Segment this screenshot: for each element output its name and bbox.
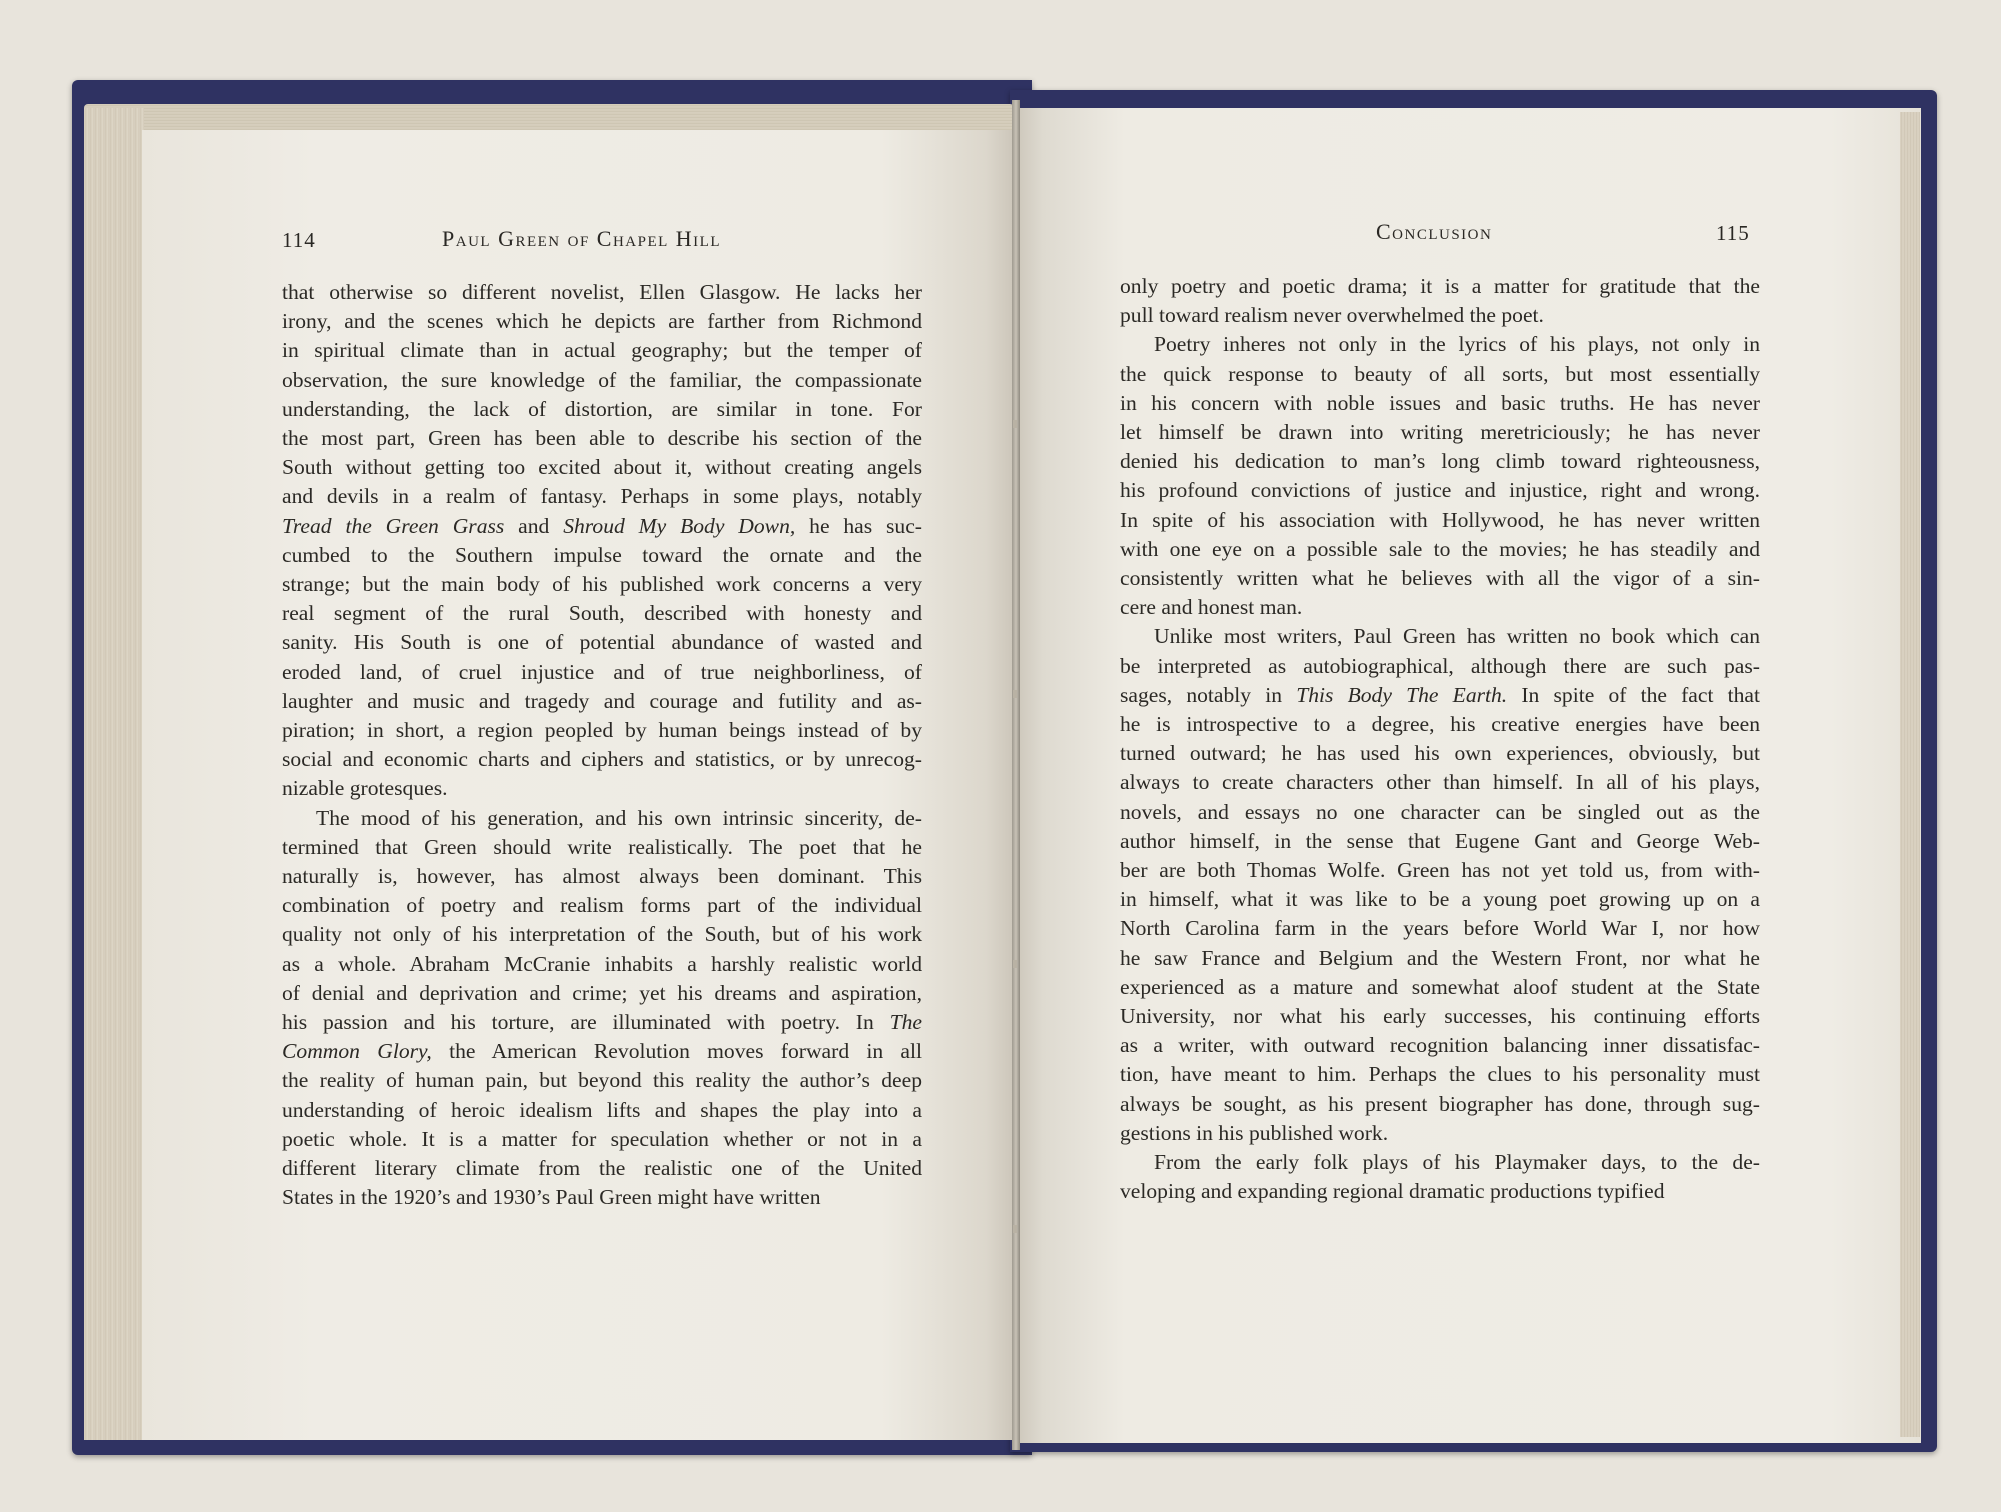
text-line: strange; but the main body of his published work concerns a very: [282, 572, 922, 597]
page-edges-right: [1900, 112, 1920, 1437]
text-line: as a whole. Abraham McCranie inhabits a harshly realistic world: [282, 951, 922, 976]
text-line: termined that Green should write realistically. The poet that he: [282, 834, 922, 859]
text-line: North Carolina farm in the years before World War I, nor how: [1120, 916, 1760, 941]
text-line: eroded land, of cruel injustice and of true neighborliness, of: [282, 659, 922, 684]
text-line: as a writer, with outward recognition balancing inner dissatisfac-: [1120, 1033, 1760, 1058]
text-line: piration; in short, a region peopled by human beings instead of by: [282, 718, 922, 743]
text-line: The mood of his generation, and his own intrinsic sincerity, de-: [316, 805, 922, 830]
page-edges-left: [84, 108, 144, 1440]
text-line: pull toward realism never overwhelmed the poet.: [1120, 303, 1544, 328]
text-line: poetic whole. It is a matter for speculation whether or not in a: [282, 1126, 922, 1151]
left-folio: 114: [282, 228, 316, 252]
text-line: gestions in his published work.: [1120, 1120, 1389, 1145]
text-line: naturally is, however, has almost always been dominant. This: [282, 864, 922, 889]
text-line: Poetry inheres not only in the lyrics of his plays, not only in: [1154, 332, 1760, 357]
text-line: Unlike most writers, Paul Green has written no book which can: [1154, 624, 1760, 649]
text-line: the reality of human pain, but beyond this reality the author’s deep: [282, 1068, 922, 1093]
binding-stitch: [1013, 690, 1017, 698]
text-line: South without getting too excited about it, without creating angels: [282, 455, 922, 480]
text-line: combination of poetry and realism forms part of the individual: [282, 893, 922, 918]
right-running-head: Conclusion: [1376, 219, 1493, 244]
text-line: University, nor what his early successes, his continuing efforts: [1120, 1004, 1760, 1029]
text-line: denied his dedication to man’s long climb toward righteousness,: [1120, 449, 1760, 474]
text-line: experienced as a mature and somewhat aloof student at the State: [1120, 974, 1760, 999]
text-line: tion, have meant to him. Perhaps the clues to his personality must: [1120, 1062, 1760, 1087]
text-line: he saw France and Belgium and the Western Front, nor what he: [1120, 945, 1760, 970]
text-line: be interpreted as autobiographical, although there are such pas-: [1120, 653, 1760, 678]
text-line: turned outward; he has used his own experiences, obviously, but: [1120, 741, 1760, 766]
text-line: cumbed to the Southern impulse toward the ornate and the: [282, 542, 922, 567]
binding-stitch: [1013, 1225, 1017, 1233]
left-page-body: [282, 278, 922, 1213]
text-line: States in the 1920’s and 1930’s Paul Green might have written: [282, 1185, 821, 1210]
text-line: in himself, what it was like to be a young poet growing up on a: [1120, 887, 1760, 912]
book-gutter: [1012, 100, 1020, 1450]
text-line: always to create characters other than himself. In all of his plays,: [1120, 770, 1760, 795]
binding-stitch: [1013, 420, 1017, 428]
text-line: in spiritual climate than in actual geography; but the temper of: [282, 338, 922, 363]
text-line: with one eye on a possible sale to the movies; he has steadily and: [1120, 536, 1760, 561]
right-page-body: [1120, 272, 1760, 1207]
text-line: in his concern with noble issues and basic truths. He has never: [1120, 390, 1760, 415]
right-folio: 115: [1716, 221, 1750, 245]
text-line: veloping and expanding regional dramatic productions typified: [1120, 1179, 1665, 1204]
left-running-head: Paul Green of Chapel Hill: [442, 226, 722, 251]
text-line: the quick response to beauty of all sorts, but most essentially: [1120, 361, 1760, 386]
text-line: understanding, the lack of distortion, are similar in tone. For: [282, 396, 922, 421]
text-line: author himself, in the sense that Eugene Gant and George Web-: [1120, 828, 1760, 853]
text-line: only poetry and poetic drama; it is a matter for gratitude that the: [1120, 274, 1760, 298]
text-line: sanity. His South is one of potential abundance of wasted and: [282, 630, 922, 655]
text-line: different literary climate from the realistic one of the United: [282, 1156, 922, 1181]
text-line: his passion and his torture, are illuminated with poetry. In The: [282, 1010, 922, 1035]
text-line: he is introspective to a degree, his creative energies have been: [1120, 712, 1760, 737]
text-line: his profound convictions of justice and injustice, right and wrong.: [1120, 478, 1760, 503]
text-line: understanding of heroic idealism lifts and shapes the play into a: [282, 1097, 922, 1122]
text-line: In spite of his association with Hollywood, he has never written: [1120, 507, 1760, 532]
text-line: ber are both Thomas Wolfe. Green has not yet told us, from with-: [1120, 858, 1760, 883]
text-line: and devils in a realm of fantasy. Perhaps in some plays, notably: [282, 484, 922, 509]
text-line: that otherwise so different novelist, Ellen Glasgow. He lacks her: [282, 280, 922, 304]
text-line: always be sought, as his present biographer has done, through sug-: [1120, 1091, 1760, 1116]
text-line: the most part, Green has been able to describe his section of the: [282, 426, 922, 451]
text-line: consistently written what he believes with all the vigor of a sin-: [1120, 566, 1760, 591]
text-line: of denial and deprivation and crime; yet his dreams and aspiration,: [282, 980, 922, 1005]
text-line: From the early folk plays of his Playmaker days, to the de-: [1154, 1150, 1760, 1175]
text-line: novels, and essays no one character can be singled out as the: [1120, 799, 1760, 824]
text-line: laughter and music and tragedy and courage and futility and as-: [282, 688, 922, 713]
text-line: social and economic charts and ciphers and statistics, or by unrecog-: [282, 747, 922, 772]
text-line: real segment of the rural South, described with honesty and: [282, 601, 922, 626]
text-line: cere and honest man.: [1120, 595, 1303, 620]
binding-stitch: [1013, 960, 1017, 968]
text-line: nizable grotesques.: [282, 776, 448, 801]
text-line: quality not only of his interpretation of the South, but of his work: [282, 922, 922, 947]
text-line: let himself be drawn into writing meretriciously; he has never: [1120, 420, 1760, 445]
text-line: Tread the Green Grass and Shroud My Body Down, he has suc-: [282, 513, 923, 538]
text-line: Common Glory, the American Revolution moves forward in all: [282, 1039, 922, 1064]
page-edges-top: [84, 104, 1014, 132]
text-line: irony, and the scenes which he depicts are farther from Richmond: [282, 309, 922, 334]
text-line: observation, the sure knowledge of the familiar, the compassionate: [282, 367, 922, 392]
text-line: sages, notably in This Body The Earth. In spite of the fact that: [1120, 682, 1761, 707]
